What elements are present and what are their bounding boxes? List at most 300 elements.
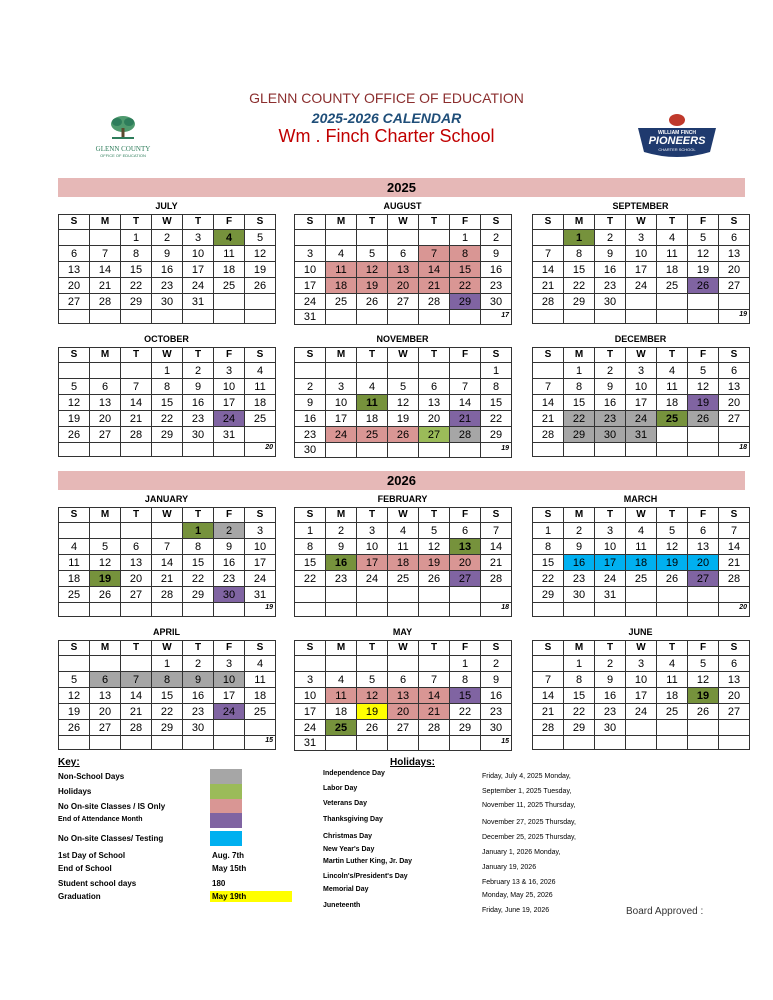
day-cell: 16 bbox=[564, 555, 595, 571]
day-cell: 20 bbox=[388, 704, 419, 720]
empty-cell bbox=[481, 310, 512, 325]
key-label: Holidays bbox=[58, 787, 92, 796]
day-cell: 22 bbox=[152, 704, 183, 720]
day-header: M bbox=[90, 641, 121, 656]
holiday-name: Thanksgiving Day bbox=[323, 816, 383, 823]
empty-cell bbox=[121, 656, 152, 672]
day-cell: 15 bbox=[295, 555, 326, 571]
holiday-name: Veterans Day bbox=[323, 800, 367, 807]
day-header: M bbox=[326, 641, 357, 656]
day-header: T bbox=[595, 641, 626, 656]
day-cell: 21 bbox=[450, 411, 481, 427]
day-cell: 7 bbox=[481, 523, 512, 539]
day-cell: 1 bbox=[564, 363, 595, 379]
month-table bbox=[58, 214, 276, 324]
empty-cell bbox=[419, 587, 450, 603]
day-cell: 4 bbox=[388, 523, 419, 539]
day-cell: 28 bbox=[481, 571, 512, 587]
day-header: S bbox=[481, 348, 512, 363]
day-header: W bbox=[388, 348, 419, 363]
day-cell: 10 bbox=[183, 246, 214, 262]
day-cell: 2 bbox=[595, 230, 626, 246]
day-cell: 4 bbox=[245, 656, 276, 672]
day-cell: 10 bbox=[626, 672, 657, 688]
month-table bbox=[532, 347, 750, 457]
empty-cell bbox=[59, 363, 90, 379]
day-cell: 30 bbox=[595, 720, 626, 736]
month-table bbox=[294, 507, 512, 617]
day-cell: 30 bbox=[295, 443, 326, 458]
empty-cell bbox=[533, 656, 564, 672]
day-cell: 12 bbox=[357, 688, 388, 704]
day-cell: 15 bbox=[564, 688, 595, 704]
day-header: S bbox=[245, 348, 276, 363]
empty-cell bbox=[183, 603, 214, 617]
month-table bbox=[58, 347, 276, 457]
day-cell: 24 bbox=[595, 571, 626, 587]
day-cell: 26 bbox=[688, 278, 719, 294]
key-value: Aug. 7th bbox=[212, 851, 244, 860]
day-header: M bbox=[90, 348, 121, 363]
empty-cell bbox=[719, 603, 750, 617]
day-cell: 21 bbox=[121, 411, 152, 427]
day-cell: 27 bbox=[688, 571, 719, 587]
day-header: T bbox=[657, 641, 688, 656]
empty-cell bbox=[357, 443, 388, 458]
empty-cell bbox=[450, 310, 481, 325]
day-cell: 27 bbox=[388, 294, 419, 310]
day-cell: 9 bbox=[564, 539, 595, 555]
key-value: 180 bbox=[212, 879, 226, 888]
day-cell: 5 bbox=[419, 523, 450, 539]
day-header: M bbox=[326, 348, 357, 363]
day-cell: 21 bbox=[419, 704, 450, 720]
empty-cell bbox=[357, 230, 388, 246]
day-cell: 12 bbox=[688, 246, 719, 262]
empty-cell bbox=[326, 443, 357, 458]
day-cell: 20 bbox=[719, 262, 750, 278]
day-cell: 26 bbox=[245, 278, 276, 294]
day-cell: 28 bbox=[152, 587, 183, 603]
day-cell: 26 bbox=[90, 587, 121, 603]
day-cell: 3 bbox=[626, 230, 657, 246]
day-header: T bbox=[595, 348, 626, 363]
day-cell: 15 bbox=[533, 555, 564, 571]
day-header: M bbox=[564, 641, 595, 656]
day-cell: 14 bbox=[152, 555, 183, 571]
day-cell: 27 bbox=[450, 571, 481, 587]
year-banner-2026: 2026 bbox=[58, 471, 745, 490]
day-cell: 9 bbox=[595, 246, 626, 262]
day-cell: 14 bbox=[90, 262, 121, 278]
empty-cell bbox=[295, 230, 326, 246]
day-cell: 2 bbox=[564, 523, 595, 539]
day-cell: 31 bbox=[595, 587, 626, 603]
day-cell: 18 bbox=[59, 571, 90, 587]
empty-cell bbox=[357, 310, 388, 325]
empty-cell bbox=[245, 310, 276, 324]
day-cell: 15 bbox=[121, 262, 152, 278]
day-header: F bbox=[450, 215, 481, 230]
day-cell: 13 bbox=[59, 262, 90, 278]
empty-cell bbox=[419, 736, 450, 751]
day-cell: 22 bbox=[481, 411, 512, 427]
day-cell: 12 bbox=[59, 688, 90, 704]
empty-cell bbox=[450, 363, 481, 379]
day-cell: 18 bbox=[657, 395, 688, 411]
day-cell: 10 bbox=[595, 539, 626, 555]
day-cell: 24 bbox=[214, 704, 245, 720]
day-cell: 14 bbox=[533, 262, 564, 278]
empty-cell bbox=[121, 523, 152, 539]
empty-cell bbox=[719, 310, 750, 324]
day-cell: 4 bbox=[657, 230, 688, 246]
holiday-date: September 1, 2025 Tuesday, bbox=[482, 788, 572, 795]
month-table bbox=[294, 214, 512, 325]
day-cell: 25 bbox=[357, 427, 388, 443]
day-header: F bbox=[688, 641, 719, 656]
empty-cell bbox=[626, 720, 657, 736]
day-cell: 19 bbox=[419, 555, 450, 571]
day-cell: 11 bbox=[59, 555, 90, 571]
day-header: M bbox=[90, 215, 121, 230]
empty-cell bbox=[533, 310, 564, 324]
empty-cell bbox=[657, 310, 688, 324]
day-header: S bbox=[59, 508, 90, 523]
day-cell: 11 bbox=[657, 379, 688, 395]
day-cell: 10 bbox=[626, 379, 657, 395]
day-cell: 4 bbox=[626, 523, 657, 539]
year-banner-2025: 2025 bbox=[58, 178, 745, 197]
empty-cell bbox=[657, 720, 688, 736]
month-table bbox=[532, 214, 750, 324]
day-header: T bbox=[183, 348, 214, 363]
empty-cell bbox=[121, 310, 152, 324]
empty-cell bbox=[121, 363, 152, 379]
empty-cell bbox=[388, 443, 419, 458]
day-cell: 25 bbox=[657, 704, 688, 720]
day-cell: 28 bbox=[533, 294, 564, 310]
day-cell: 28 bbox=[419, 294, 450, 310]
day-cell: 22 bbox=[564, 411, 595, 427]
empty-cell bbox=[626, 443, 657, 457]
board-approved: Board Approved : bbox=[626, 906, 704, 917]
school-days-count: 19 bbox=[739, 311, 747, 318]
day-cell: 23 bbox=[595, 411, 626, 427]
day-cell: 26 bbox=[59, 427, 90, 443]
day-cell: 8 bbox=[450, 246, 481, 262]
day-cell: 26 bbox=[688, 411, 719, 427]
day-cell: 13 bbox=[719, 246, 750, 262]
day-header: T bbox=[595, 508, 626, 523]
day-cell: 1 bbox=[121, 230, 152, 246]
day-header: S bbox=[245, 215, 276, 230]
empty-cell bbox=[419, 603, 450, 617]
day-cell: 4 bbox=[657, 656, 688, 672]
day-cell: 23 bbox=[183, 411, 214, 427]
county-logo-text: GLENN COUNTY bbox=[95, 145, 151, 153]
day-cell: 17 bbox=[295, 278, 326, 294]
day-cell: 12 bbox=[419, 539, 450, 555]
day-cell: 17 bbox=[595, 555, 626, 571]
month-table bbox=[532, 507, 750, 617]
day-cell: 27 bbox=[59, 294, 90, 310]
day-cell: 20 bbox=[450, 555, 481, 571]
day-cell: 23 bbox=[481, 704, 512, 720]
day-cell: 8 bbox=[564, 379, 595, 395]
day-header: S bbox=[719, 641, 750, 656]
empty-cell bbox=[152, 736, 183, 750]
month-title: JUNE bbox=[628, 627, 653, 637]
day-cell: 14 bbox=[121, 395, 152, 411]
day-header: F bbox=[214, 641, 245, 656]
holiday-name: Labor Day bbox=[323, 785, 358, 792]
day-cell: 13 bbox=[90, 395, 121, 411]
empty-cell bbox=[564, 603, 595, 617]
holiday-name: Independence Day bbox=[323, 770, 385, 777]
day-cell: 29 bbox=[152, 720, 183, 736]
org-title: GLENN COUNTY OFFICE OF EDUCATION bbox=[249, 90, 524, 106]
day-cell: 9 bbox=[481, 672, 512, 688]
day-cell: 10 bbox=[295, 262, 326, 278]
day-cell: 30 bbox=[183, 427, 214, 443]
empty-cell bbox=[450, 736, 481, 751]
day-cell: 1 bbox=[564, 656, 595, 672]
day-cell: 23 bbox=[595, 704, 626, 720]
day-cell: 18 bbox=[326, 704, 357, 720]
day-cell: 5 bbox=[688, 656, 719, 672]
day-cell: 14 bbox=[121, 688, 152, 704]
day-cell: 26 bbox=[419, 571, 450, 587]
day-cell: 12 bbox=[59, 395, 90, 411]
day-cell: 3 bbox=[626, 363, 657, 379]
day-cell: 19 bbox=[59, 411, 90, 427]
day-header: T bbox=[121, 641, 152, 656]
month-title: NOVEMBER bbox=[376, 334, 429, 344]
empty-cell bbox=[59, 230, 90, 246]
empty-cell bbox=[595, 736, 626, 750]
day-cell: 1 bbox=[295, 523, 326, 539]
day-cell: 31 bbox=[295, 736, 326, 751]
empty-cell bbox=[388, 230, 419, 246]
month-title: DECEMBER bbox=[614, 334, 667, 344]
day-cell: 24 bbox=[626, 704, 657, 720]
day-cell: 16 bbox=[152, 262, 183, 278]
day-cell: 11 bbox=[657, 246, 688, 262]
month-table bbox=[294, 640, 512, 751]
day-cell: 24 bbox=[295, 720, 326, 736]
day-header: T bbox=[357, 348, 388, 363]
empty-cell bbox=[657, 603, 688, 617]
day-cell: 15 bbox=[152, 395, 183, 411]
day-cell: 10 bbox=[626, 246, 657, 262]
empty-cell bbox=[419, 230, 450, 246]
day-header: T bbox=[657, 508, 688, 523]
empty-cell bbox=[90, 363, 121, 379]
day-cell: 13 bbox=[388, 688, 419, 704]
day-cell: 28 bbox=[533, 720, 564, 736]
school-days-count: 20 bbox=[265, 444, 273, 451]
day-header: M bbox=[564, 348, 595, 363]
day-header: F bbox=[688, 508, 719, 523]
empty-cell bbox=[388, 310, 419, 325]
empty-cell bbox=[626, 294, 657, 310]
day-cell: 25 bbox=[59, 587, 90, 603]
empty-cell bbox=[626, 736, 657, 750]
key-label: Student school days bbox=[58, 879, 137, 888]
empty-cell bbox=[214, 720, 245, 736]
day-header: S bbox=[245, 641, 276, 656]
empty-cell bbox=[183, 443, 214, 457]
day-cell: 27 bbox=[388, 720, 419, 736]
day-cell: 24 bbox=[326, 427, 357, 443]
empty-cell bbox=[59, 443, 90, 457]
day-cell: 9 bbox=[183, 379, 214, 395]
day-cell: 22 bbox=[121, 278, 152, 294]
day-header: S bbox=[719, 215, 750, 230]
month-title: JULY bbox=[155, 201, 178, 211]
day-cell: 22 bbox=[564, 704, 595, 720]
key-value: May 19th bbox=[210, 891, 292, 902]
day-cell: 13 bbox=[719, 672, 750, 688]
empty-cell bbox=[59, 656, 90, 672]
day-cell: 23 bbox=[183, 704, 214, 720]
day-cell: 14 bbox=[533, 688, 564, 704]
day-cell: 5 bbox=[90, 539, 121, 555]
empty-cell bbox=[152, 443, 183, 457]
day-cell: 3 bbox=[595, 523, 626, 539]
pioneers-logo-line3: CHARTER SCHOOL bbox=[658, 147, 696, 152]
day-cell: 12 bbox=[688, 672, 719, 688]
day-cell: 21 bbox=[481, 555, 512, 571]
school-days-count: 17 bbox=[501, 312, 509, 319]
day-header: T bbox=[357, 508, 388, 523]
pioneers-logo-line2: PIONEERS bbox=[648, 135, 706, 147]
holiday-name: New Year's Day bbox=[323, 846, 375, 853]
day-cell: 4 bbox=[326, 672, 357, 688]
day-cell: 8 bbox=[481, 379, 512, 395]
day-cell: 1 bbox=[152, 656, 183, 672]
day-cell: 6 bbox=[90, 672, 121, 688]
empty-cell bbox=[719, 720, 750, 736]
day-cell: 23 bbox=[326, 571, 357, 587]
day-cell: 29 bbox=[450, 294, 481, 310]
day-cell: 8 bbox=[183, 539, 214, 555]
day-cell: 31 bbox=[245, 587, 276, 603]
day-cell: 28 bbox=[90, 294, 121, 310]
day-cell: 29 bbox=[121, 294, 152, 310]
day-cell: 20 bbox=[719, 395, 750, 411]
empty-cell bbox=[719, 443, 750, 457]
day-header: T bbox=[183, 215, 214, 230]
day-cell: 18 bbox=[245, 395, 276, 411]
day-cell: 13 bbox=[450, 539, 481, 555]
day-header: S bbox=[719, 348, 750, 363]
day-cell: 18 bbox=[245, 688, 276, 704]
empty-cell bbox=[90, 736, 121, 750]
day-cell: 2 bbox=[214, 523, 245, 539]
day-cell: 10 bbox=[214, 672, 245, 688]
key-value: May 15th bbox=[212, 864, 247, 873]
day-header: T bbox=[657, 348, 688, 363]
empty-cell bbox=[388, 603, 419, 617]
day-cell: 7 bbox=[719, 523, 750, 539]
day-cell: 26 bbox=[657, 571, 688, 587]
day-cell: 27 bbox=[419, 427, 450, 443]
day-cell: 16 bbox=[481, 688, 512, 704]
empty-cell bbox=[90, 656, 121, 672]
day-cell: 31 bbox=[295, 310, 326, 325]
day-cell: 16 bbox=[183, 688, 214, 704]
key-swatch bbox=[210, 799, 242, 814]
day-header: F bbox=[214, 215, 245, 230]
day-header: F bbox=[450, 508, 481, 523]
empty-cell bbox=[183, 736, 214, 750]
day-cell: 10 bbox=[214, 379, 245, 395]
empty-cell bbox=[152, 603, 183, 617]
day-cell: 25 bbox=[657, 411, 688, 427]
day-cell: 20 bbox=[59, 278, 90, 294]
day-cell: 19 bbox=[688, 262, 719, 278]
empty-cell bbox=[688, 587, 719, 603]
empty-cell bbox=[719, 736, 750, 750]
holiday-date: February 13 & 16, 2026 bbox=[482, 879, 556, 886]
day-header: M bbox=[326, 215, 357, 230]
day-cell: 27 bbox=[719, 278, 750, 294]
day-cell: 22 bbox=[183, 571, 214, 587]
day-cell: 18 bbox=[214, 262, 245, 278]
empty-cell bbox=[419, 310, 450, 325]
empty-cell bbox=[533, 736, 564, 750]
day-cell: 12 bbox=[245, 246, 276, 262]
empty-cell bbox=[152, 523, 183, 539]
empty-cell bbox=[564, 443, 595, 457]
school-days-count: 19 bbox=[265, 604, 273, 611]
day-cell: 5 bbox=[657, 523, 688, 539]
key-label: No On-site Classes/ Testing bbox=[58, 834, 164, 843]
day-cell: 22 bbox=[564, 278, 595, 294]
day-cell: 8 bbox=[533, 539, 564, 555]
school-days-count: 20 bbox=[739, 604, 747, 611]
day-header: W bbox=[152, 348, 183, 363]
empty-cell bbox=[688, 427, 719, 443]
day-cell: 28 bbox=[121, 720, 152, 736]
empty-cell bbox=[326, 587, 357, 603]
empty-cell bbox=[657, 294, 688, 310]
day-cell: 27 bbox=[90, 427, 121, 443]
day-header: S bbox=[481, 215, 512, 230]
day-cell: 24 bbox=[357, 571, 388, 587]
day-cell: 20 bbox=[90, 704, 121, 720]
empty-cell bbox=[595, 310, 626, 324]
day-cell: 24 bbox=[245, 571, 276, 587]
day-cell: 19 bbox=[90, 571, 121, 587]
key-title: Key: bbox=[58, 757, 80, 768]
day-header: T bbox=[357, 215, 388, 230]
day-cell: 21 bbox=[533, 411, 564, 427]
day-cell: 9 bbox=[481, 246, 512, 262]
day-cell: 8 bbox=[295, 539, 326, 555]
day-cell: 2 bbox=[183, 656, 214, 672]
day-cell: 16 bbox=[595, 262, 626, 278]
day-cell: 15 bbox=[564, 395, 595, 411]
empty-cell bbox=[657, 443, 688, 457]
day-cell: 2 bbox=[183, 363, 214, 379]
day-cell: 22 bbox=[533, 571, 564, 587]
empty-cell bbox=[688, 736, 719, 750]
day-cell: 24 bbox=[183, 278, 214, 294]
school-days-count: 18 bbox=[501, 604, 509, 611]
